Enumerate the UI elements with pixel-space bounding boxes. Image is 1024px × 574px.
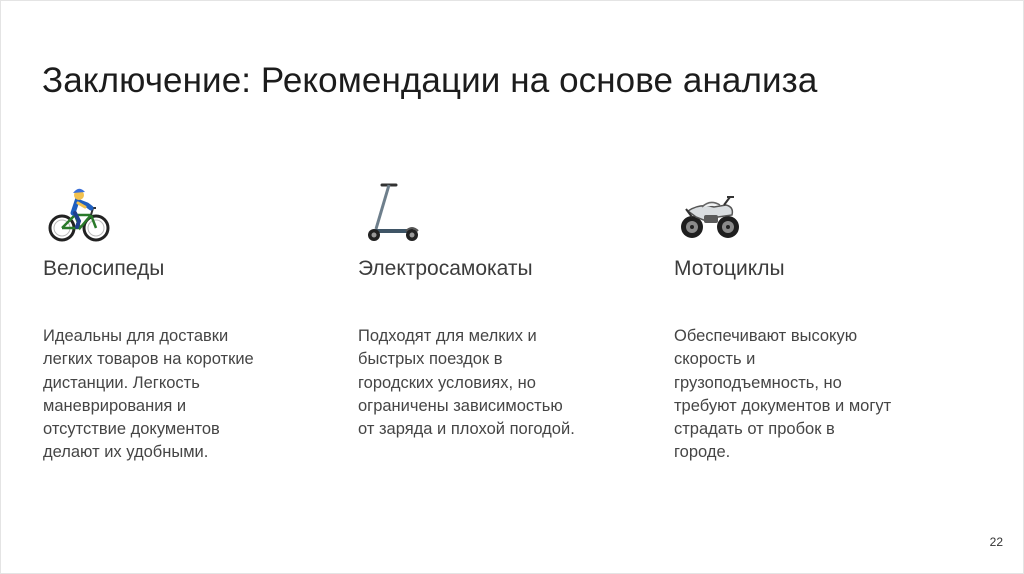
column-description — [674, 325, 964, 465]
description-line: городских условиях, но — [358, 373, 536, 392]
column-description — [358, 325, 648, 441]
description-line: отсутствие документов — [43, 420, 220, 439]
page-number: 22 — [989, 535, 1003, 549]
description-line: требуют документов и могут — [674, 396, 892, 415]
description-line: дистанции. Легкость — [43, 373, 200, 392]
description-line: ограничены зависимостью — [358, 396, 563, 415]
description-line: делают их удобными. — [43, 443, 209, 462]
column-description — [43, 325, 333, 465]
description-line: скорость и — [674, 350, 756, 369]
description-line: грузоподъемность, но — [674, 373, 842, 392]
description-line: от заряда и плохой погодой. — [358, 420, 575, 439]
description-line: страдать от пробок в — [674, 420, 835, 439]
kick-scooter-icon — [362, 181, 426, 245]
description-line: городе. — [674, 443, 731, 462]
description-line: Подходят для мелких и — [358, 327, 537, 345]
motorcycle-icon — [678, 181, 742, 245]
description-line: Идеальны для доставки — [43, 327, 229, 345]
cyclist-icon — [47, 181, 111, 245]
column-title: Электросамокаты — [358, 257, 533, 280]
slide-title: Заключение: Рекомендации на основе анализа — [42, 61, 818, 100]
description-line: быстрых поездок в — [358, 350, 503, 369]
column-title: Велосипеды — [43, 257, 165, 280]
description-line: Обеспечивают высокую — [674, 327, 858, 345]
column-title: Мотоциклы — [674, 257, 785, 280]
description-line: легких товаров на короткие — [43, 350, 254, 369]
description-line: маневрирования и — [43, 396, 187, 415]
